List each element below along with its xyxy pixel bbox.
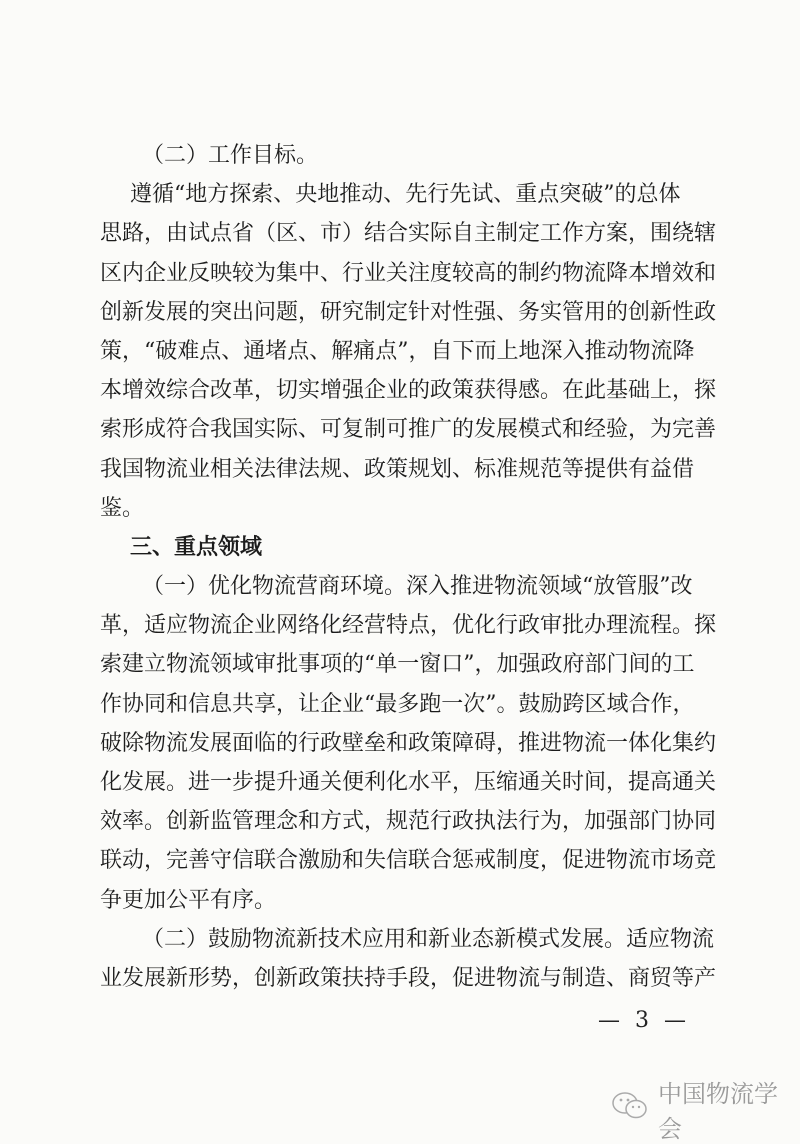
text-line: 争更加公平有序。 — [100, 887, 277, 913]
text-line: 索建立物流领域审批事项的“单一窗口”，加强政府部门间的工 — [100, 652, 695, 678]
wechat-icon — [610, 1090, 650, 1128]
paragraph-new-technology — [100, 920, 717, 998]
text-line: 业发展新形势，创新政策扶持手段，促进物流与制造、商贸等产 — [100, 965, 717, 991]
text-line: 创新发展的突出问题，研究制定针对性强、务实管用的创新性政 — [100, 299, 717, 325]
watermark — [610, 1074, 800, 1144]
page-number: — 3 — — [598, 1008, 690, 1033]
text-line: 遵循“地方探索、央地推动、先行先试、重点突破”的总体 — [130, 182, 681, 208]
text-line: 化发展。进一步提升通关便利化水平，压缩通关时间，提高通关 — [100, 770, 717, 795]
watermark-text: 中国物流学会 — [658, 1080, 778, 1143]
text-line: 区内企业反映较为集中、行业关注度较高的制约物流降本增效和 — [100, 260, 717, 286]
paragraph-goals — [100, 175, 717, 528]
heading-key-areas: 三、重点领域 — [130, 534, 263, 560]
text-line: 策，“破难点、通堵点、解痛点”，自下而上地深入推动物流降 — [100, 338, 695, 364]
text-line: （一）优化物流营商环境。深入推进物流领域“放管服”改 — [142, 574, 693, 600]
text-line: 思路，由试点省（区、市）结合实际自主制定工作方案，围绕辖 — [100, 221, 717, 247]
document-body — [100, 136, 717, 998]
text-line: （二）鼓励物流新技术应用和新业态新模式发展。适应物流 — [142, 926, 715, 952]
text-line: 作协同和信息共享，让企业“最多跑一次”。鼓励跨区域合作， — [100, 691, 695, 717]
text-line: 破除物流发展面临的行政壁垒和政策障碍，推进物流一体化集约 — [100, 730, 717, 756]
text-line: 本增效综合改革，切实增强企业的政策获得感。在此基础上，探 — [100, 378, 717, 404]
text-line: 效率。创新监管理念和方式，规范行政执法行为，加强部门协同 — [100, 809, 717, 835]
text-line: 我国物流业相关法律法规、政策规划、标准规范等提供有益借 — [100, 456, 695, 482]
subheading-work-goals: （二）工作目标。 — [142, 143, 319, 168]
text-line: 索形成符合我国实际、可复制可推广的发展模式和经验，为完善 — [100, 417, 717, 443]
text-line: 革，适应物流企业网络化经营特点，优化行政审批办理流程。探 — [100, 613, 717, 639]
paragraph-business-environment — [100, 567, 717, 920]
text-line: 鉴。 — [100, 495, 145, 521]
text-line: 联动，完善守信联合激励和失信联合惩戒制度，促进物流市场竞 — [100, 848, 717, 874]
